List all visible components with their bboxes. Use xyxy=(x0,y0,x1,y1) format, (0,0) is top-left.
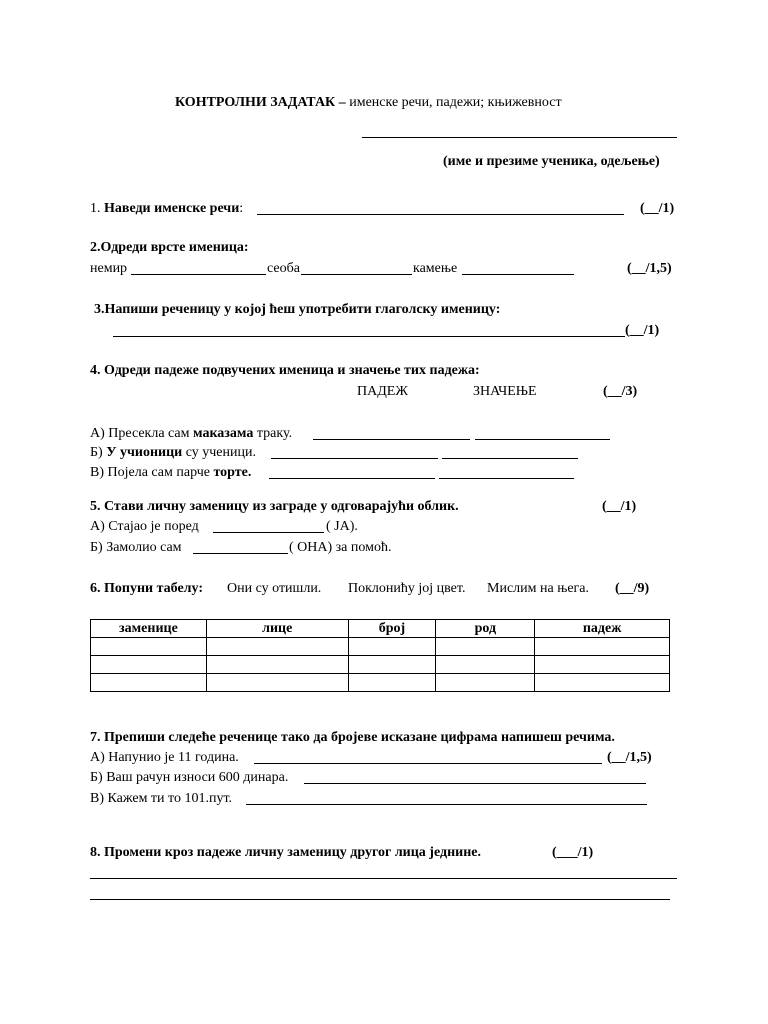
column-label-meaning: ЗНАЧЕЊЕ xyxy=(473,384,537,399)
answer-line[interactable] xyxy=(271,458,438,459)
answer-line[interactable] xyxy=(193,553,288,554)
question-2-title: 2.Одреди врсте именица: xyxy=(90,240,249,255)
table-cell[interactable] xyxy=(436,674,535,692)
answer-line[interactable] xyxy=(269,478,435,479)
table-cell[interactable] xyxy=(535,656,670,674)
score: (__/1) xyxy=(625,323,660,338)
score: (__/1) xyxy=(640,201,675,216)
question-2-word-3: камење xyxy=(413,261,458,276)
answer-line[interactable] xyxy=(313,439,470,440)
question-5-item-b: Б) Замолио сам xyxy=(90,540,182,555)
table-cell[interactable] xyxy=(436,638,535,656)
table-cell[interactable] xyxy=(206,638,348,656)
table-cell[interactable] xyxy=(535,674,670,692)
table-cell[interactable] xyxy=(348,674,436,692)
answer-line[interactable] xyxy=(301,274,412,275)
question-5-item-a-hint: ( ЈА). xyxy=(326,519,358,534)
table-header: род xyxy=(436,620,535,638)
answer-line[interactable] xyxy=(442,458,578,459)
question-6-sentence-1: Они су отишли. xyxy=(227,581,322,596)
table-row xyxy=(91,638,670,656)
answer-line[interactable] xyxy=(439,478,574,479)
score: (___/1) xyxy=(552,845,594,860)
name-label: (име и презиме ученика, одељење) xyxy=(443,154,660,169)
table-cell[interactable] xyxy=(436,656,535,674)
question-4-item-b: Б) У учионици су ученици. xyxy=(90,445,256,460)
question-2-word-2: сеоба xyxy=(267,261,300,276)
table-header: број xyxy=(348,620,436,638)
answer-line[interactable] xyxy=(462,274,574,275)
answer-line[interactable] xyxy=(304,783,646,784)
question-5-item-b-hint: ( ОНА) за помоћ. xyxy=(289,540,392,555)
score: (__/3) xyxy=(603,384,638,399)
table-cell[interactable] xyxy=(91,638,207,656)
question-7-item-c: В) Кажем ти то 101.пут. xyxy=(90,791,233,806)
table-cell[interactable] xyxy=(91,656,207,674)
score: (__/1) xyxy=(602,499,637,514)
question-4-item-c: В) Појела сам парче торте. xyxy=(90,465,252,480)
table-cell[interactable] xyxy=(206,656,348,674)
table-cell[interactable] xyxy=(348,638,436,656)
answer-line[interactable] xyxy=(113,336,625,337)
page-title: КОНТРОЛНИ ЗАДАТАК – именске речи, падежи; књижевност xyxy=(175,95,562,110)
answer-line[interactable] xyxy=(213,532,324,533)
answer-line[interactable] xyxy=(257,214,624,215)
answer-line[interactable] xyxy=(90,899,670,900)
answer-line[interactable] xyxy=(475,439,610,440)
question-4-title: 4. Одреди падеже подвучених именица и значење тих падежа: xyxy=(90,363,480,378)
table-cell[interactable] xyxy=(91,674,207,692)
table-cell[interactable] xyxy=(535,638,670,656)
table-row xyxy=(91,656,670,674)
question-4-item-a: А) Пресекла сам маказама траку. xyxy=(90,426,293,441)
question-5-item-a: А) Стајао је поред xyxy=(90,519,199,534)
answer-line[interactable] xyxy=(90,878,677,879)
question-6-sentence-3: Мислим на њега. xyxy=(487,581,589,596)
table-header: заменице xyxy=(91,620,207,638)
answer-line[interactable] xyxy=(246,804,647,805)
question-5-title: 5. Стави личну заменицу из заграде у одговарајући облик. xyxy=(90,499,459,514)
question-7-item-a: А) Напунио је 11 година. xyxy=(90,750,239,765)
question-7-item-b: Б) Ваш рачун износи 600 динара. xyxy=(90,770,289,785)
score: (__/1,5) xyxy=(627,261,672,276)
question-6-sentence-2: Поклонићу јој цвет. xyxy=(348,581,466,596)
pronoun-table xyxy=(90,619,670,692)
question-1: 1. Наведи именске речи: xyxy=(90,201,244,216)
answer-line[interactable] xyxy=(254,763,602,764)
column-label-case: ПАДЕЖ xyxy=(357,384,408,399)
score: (__/1,5) xyxy=(607,750,652,765)
score: (__/9) xyxy=(615,581,650,596)
question-7-title: 7. Препиши следеће реченице тако да бројеве исказане цифрама напишеш речима. xyxy=(90,730,615,745)
table-header: лице xyxy=(206,620,348,638)
question-3-title: 3.Напиши реченицу у којој ћеш употребити глаголску именицу: xyxy=(94,302,501,317)
table-cell[interactable] xyxy=(206,674,348,692)
question-6-title: 6. Попуни табелу: xyxy=(90,581,203,596)
name-line[interactable] xyxy=(362,137,677,138)
question-8-title: 8. Промени кроз падеже личну заменицу другог лица једнине. xyxy=(90,845,481,860)
table-header: падеж xyxy=(535,620,670,638)
question-2-word-1: немир xyxy=(90,261,128,276)
answer-line[interactable] xyxy=(131,274,266,275)
table-row xyxy=(91,674,670,692)
table-cell[interactable] xyxy=(348,656,436,674)
